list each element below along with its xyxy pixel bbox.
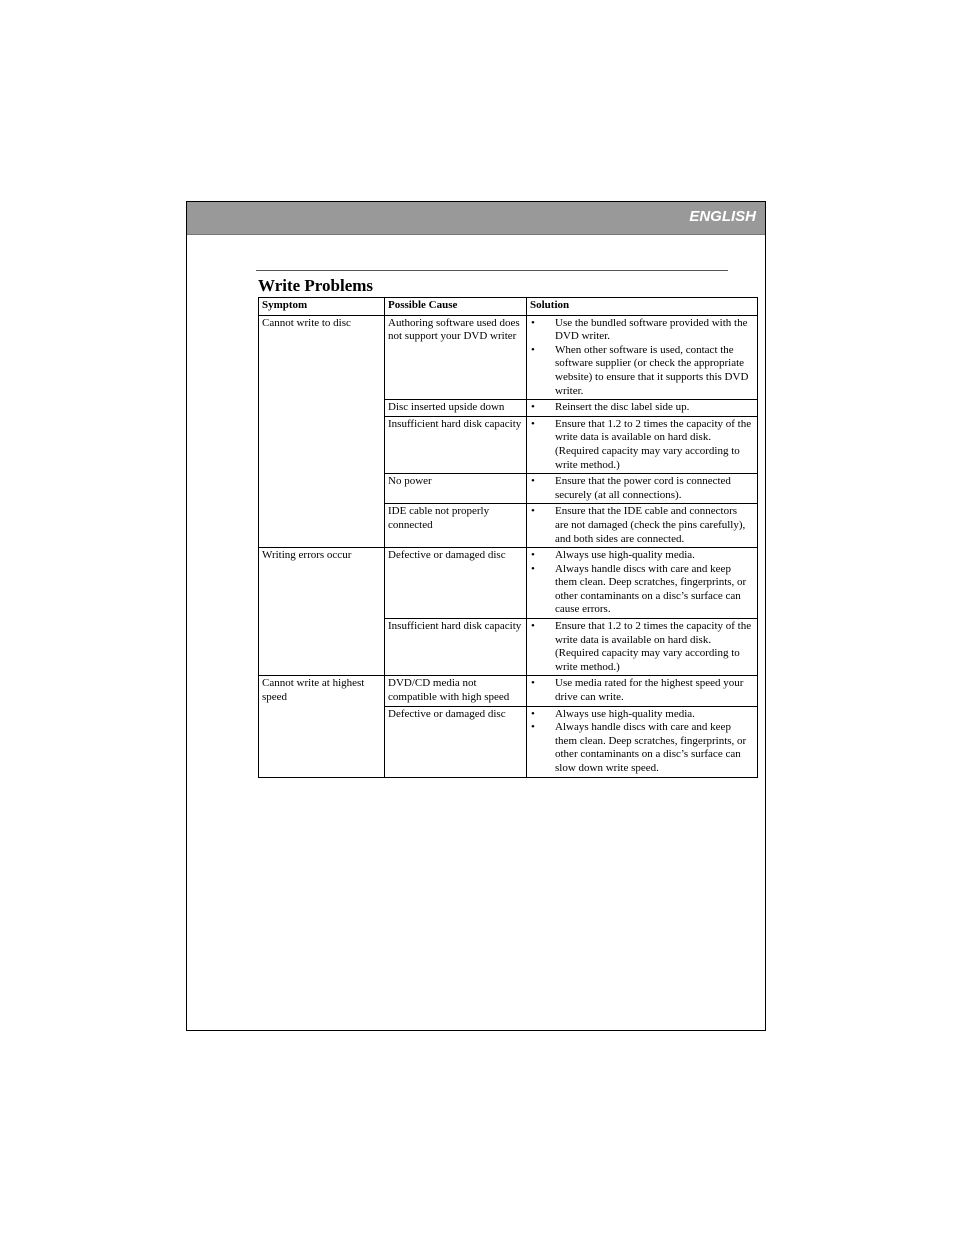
- bullet-icon: •: [531, 620, 535, 633]
- solution-cell: [527, 548, 758, 619]
- solution-item: [529, 549, 755, 563]
- solution-list: [529, 317, 755, 399]
- symptom-cell: Cannot write at highest speed: [259, 676, 385, 777]
- bullet-icon: •: [531, 562, 535, 575]
- solution-item: [529, 620, 755, 674]
- symptom-cell: Writing errors occur: [259, 548, 385, 676]
- cause-cell: Disc inserted upside down: [385, 400, 527, 417]
- header-cause: Possible Cause: [385, 298, 527, 316]
- solution-item: [529, 677, 755, 704]
- bullet-icon: •: [531, 505, 535, 518]
- bullet-icon: •: [531, 721, 535, 734]
- bullet-icon: •: [531, 677, 535, 690]
- cause-cell: Insufficient hard disk capacity: [385, 619, 527, 676]
- solution-text: Always use high-quality media.: [555, 549, 695, 562]
- header-solution: Solution: [527, 298, 758, 316]
- table-body: [259, 315, 758, 777]
- solution-item: [529, 563, 755, 617]
- table-row: [259, 315, 758, 400]
- solution-list: [529, 505, 755, 546]
- solution-item: [529, 721, 755, 775]
- bullet-icon: •: [531, 475, 535, 488]
- solution-text: Always handle discs with care and keep them clean. Deep scratches, fingerprints, or other contaminants on a disc’s surface can slow down write speed.: [555, 721, 747, 774]
- bullet-icon: •: [531, 549, 535, 562]
- solution-item: [529, 401, 755, 415]
- bullet-icon: •: [531, 417, 535, 430]
- solution-cell: [527, 706, 758, 777]
- solution-item: [529, 317, 755, 344]
- cause-cell: Insufficient hard disk capacity: [385, 416, 527, 473]
- cause-cell: IDE cable not properly connected: [385, 504, 527, 548]
- solution-text: Always handle discs with care and keep them clean. Deep scratches, fingerprints, or other contaminants on a disc’s surface can cause errors.: [555, 562, 747, 616]
- write-problems-table: [258, 297, 758, 778]
- solution-text: Ensure that 1.2 to 2 times the capacity of the write data is available on hard disk. (Required capacity may vary according to write method.): [555, 620, 752, 673]
- solution-text: Ensure that the power cord is connected securely (at all connections).: [555, 475, 731, 501]
- table-row: [259, 548, 758, 619]
- solution-item: [529, 418, 755, 472]
- header-band: [187, 202, 765, 235]
- solution-list: [529, 677, 755, 704]
- bullet-icon: •: [531, 316, 535, 329]
- solution-cell: [527, 676, 758, 706]
- header-symptom: Symptom: [259, 298, 385, 316]
- solution-cell: [527, 504, 758, 548]
- solution-cell: [527, 315, 758, 400]
- cause-cell: DVD/CD media not compatible with high speed: [385, 676, 527, 706]
- solution-text: Ensure that 1.2 to 2 times the capacity of the write data is available on hard disk. (Required capacity may vary according to write method.): [555, 417, 752, 471]
- solution-list: [529, 475, 755, 502]
- solution-item: [529, 475, 755, 502]
- solution-text: When other software is used, contact the software supplier (or check the appropriate website) to ensure that it supports this DVD writer.: [555, 343, 749, 397]
- solution-text: Reinsert the disc label side up.: [555, 401, 690, 414]
- bullet-icon: •: [531, 401, 535, 414]
- bullet-icon: •: [531, 343, 535, 356]
- solution-item: [529, 344, 755, 398]
- section-title: Write Problems: [258, 276, 374, 295]
- solution-cell: [527, 619, 758, 676]
- solution-list: [529, 418, 755, 472]
- table-header-row: [259, 298, 758, 316]
- solution-cell: [527, 416, 758, 473]
- title-rule: [256, 270, 728, 271]
- cause-cell: Defective or damaged disc: [385, 706, 527, 777]
- solution-cell: [527, 474, 758, 504]
- bullet-icon: •: [531, 707, 535, 720]
- solution-item: [529, 708, 755, 722]
- solution-text: Use the bundled software provided with the DVD writer.: [555, 316, 748, 343]
- cause-cell: No power: [385, 474, 527, 504]
- solution-list: [529, 708, 755, 776]
- solution-list: [529, 549, 755, 617]
- solution-text: Ensure that the IDE cable and connectors are not damaged (check the pins carefully), and both sides are connected.: [555, 505, 746, 545]
- solution-item: [529, 505, 755, 546]
- language-label: ENGLISH: [689, 208, 756, 225]
- cause-cell: Defective or damaged disc: [385, 548, 527, 619]
- table-row: [259, 676, 758, 706]
- solution-text: Always use high-quality media.: [555, 707, 695, 720]
- solution-cell: [527, 400, 758, 417]
- solution-text: Use media rated for the highest speed your drive can write.: [555, 677, 744, 704]
- solution-list: [529, 401, 755, 415]
- symptom-cell: Cannot write to disc: [259, 315, 385, 548]
- cause-cell: Authoring software used does not support your DVD writer: [385, 315, 527, 400]
- solution-list: [529, 620, 755, 674]
